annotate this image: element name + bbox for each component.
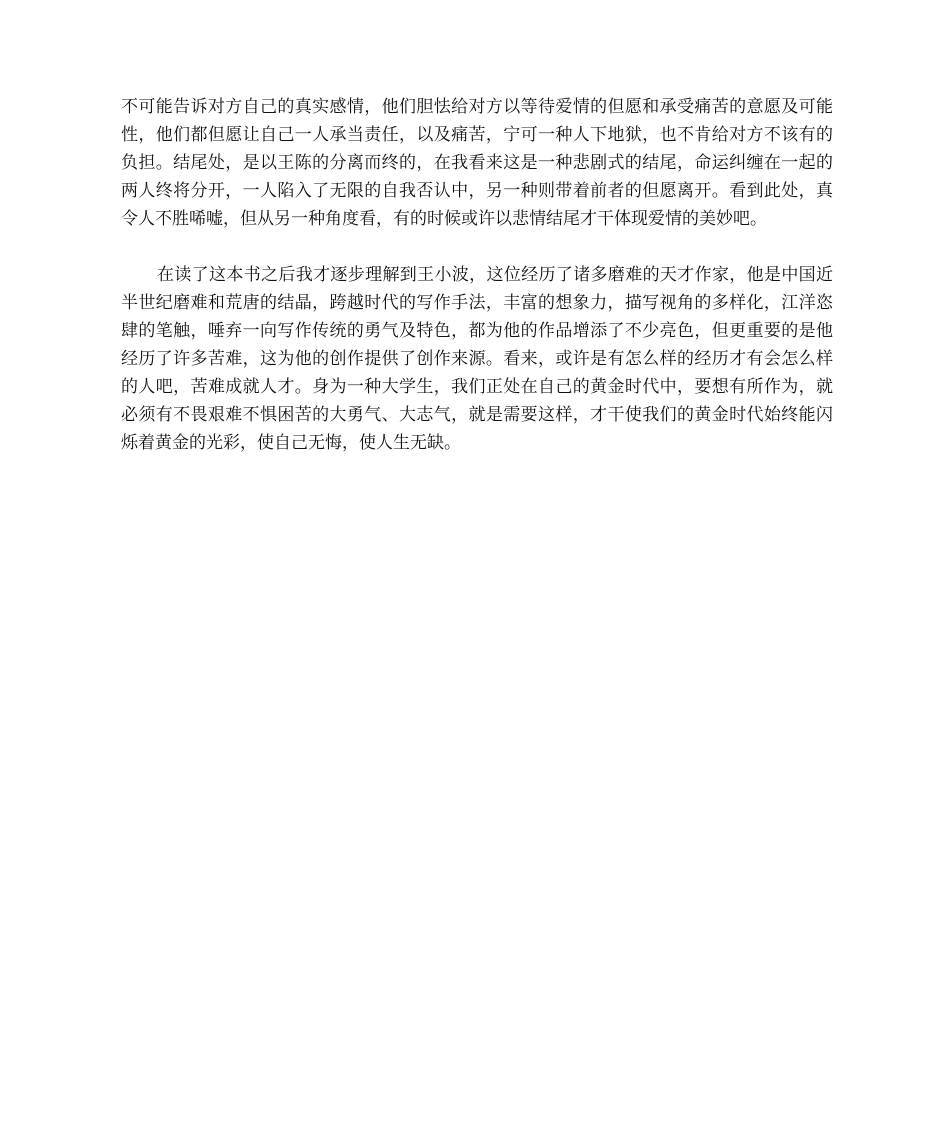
paragraph-1: 不可能告诉对方自己的真实感情，他们胆怯给对方以等待爱情的但愿和承受痛苦的意愿及可能性，他们都但愿让自己一人承当责任，以及痛苦，宁可一种人下地狱，也不肯给对方不该有的负担。结尾处，是以王陈的分离而终的，在我看来这是一种悲剧式的结尾，命运纠缠在一起的两人终将分开，一人陷入了无限的自我否认中，另一种则带着前者的但愿离开。看到此处，真令人不胜唏嘘，但从另一种角度看，有的时候或许以悲情结尾才干体现爱情的美妙吧。 (121, 97, 833, 229)
paragraph-2: 在读了这本书之后我才逐步理解到王小波，这位经历了诸多磨难的天才作家，他是中国近半世纪磨难和荒唐的结晶，跨越时代的写作手法，丰富的想象力，描写视角的多样化，江洋恣肆的笔触，唾弃一向写作传统的勇气及特色，都为他的作品增添了不少亮色，但更重要的是他经历了许多苦难，这为他的创作提供了创作来源。看来，或许是有怎么样的经历才有会怎么样的人吧，苦难成就人才。身为一种大学生，我们正处在自己的黄金时代中，要想有所作为，就必须有不畏艰难不惧困苦的大勇气、大志气，就是需要这样，才干使我们的黄金时代始终能闪烁着黄金的光彩，使自己无悔，使人生无缺。 (121, 265, 833, 453)
document-body (121, 93, 833, 457)
